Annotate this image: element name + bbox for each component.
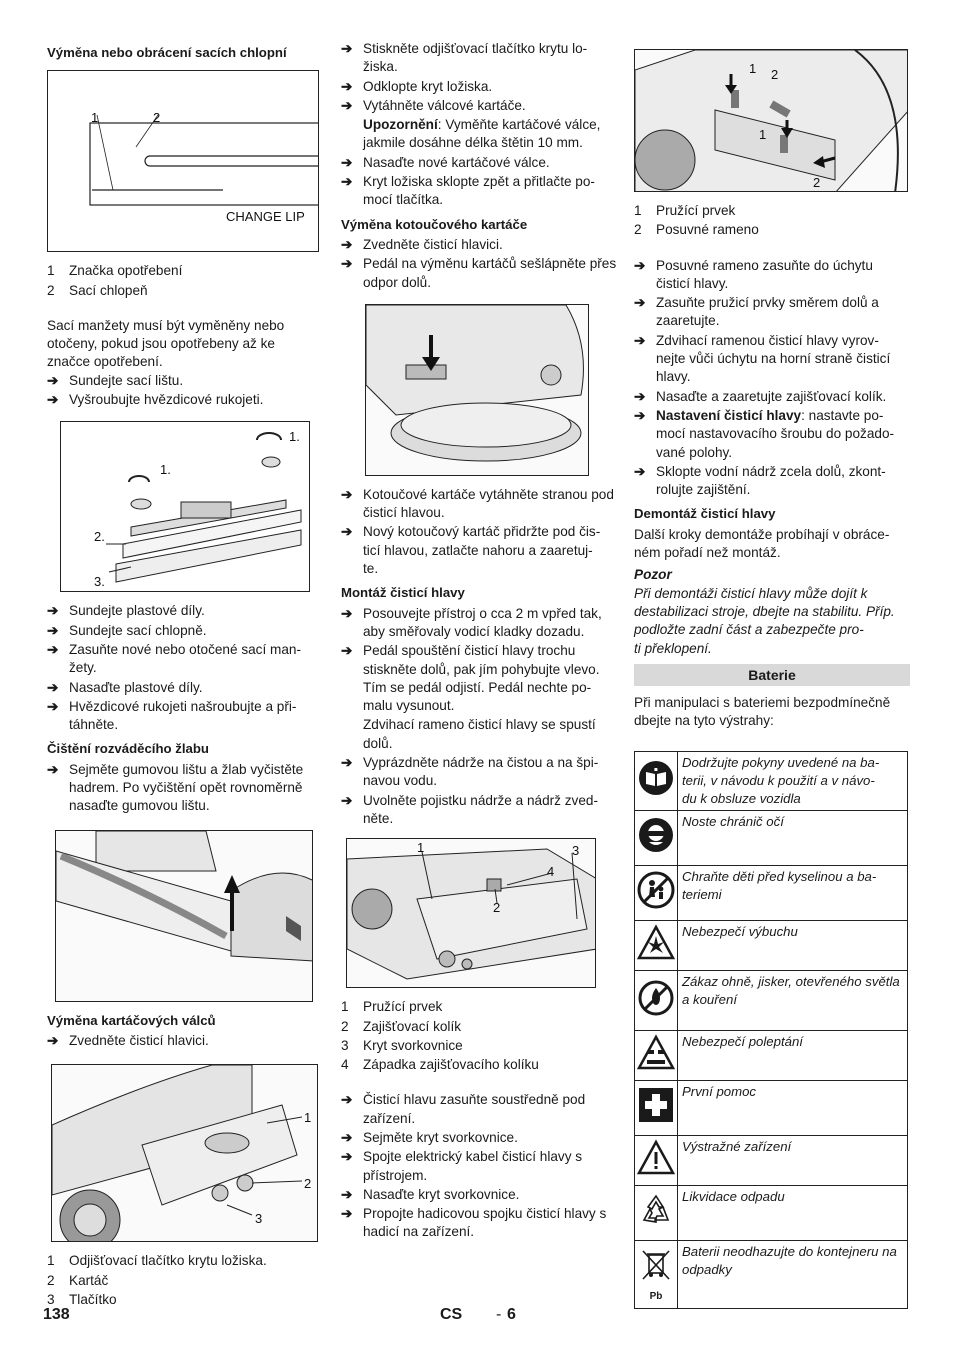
warning-text: Nebezpečí poleptání xyxy=(678,1030,908,1080)
legend-item: 1 Pružící prvek xyxy=(634,203,736,218)
warning-row xyxy=(635,751,908,810)
legend-item: 1 Odjišťovací tlačítko krytu ložiska. xyxy=(47,1253,267,1269)
pb-label: Pb xyxy=(649,1290,663,1302)
fig4-callout-3: 3 xyxy=(255,1211,263,1227)
heading-disc: Výměna kotoučového kartáče xyxy=(341,216,528,232)
fig2-callout-1b: 1. xyxy=(160,462,171,478)
warning-text: První pomoc xyxy=(678,1080,908,1135)
column-2 xyxy=(341,40,617,1243)
fig7-callout-1a: 1 xyxy=(749,61,757,76)
warning-row xyxy=(635,865,908,920)
paragraph-suction: Sací manžety musí být vyměněny nebo otočeny, pokud jsou opotřebeny až ke značce opotřebení. xyxy=(47,317,285,370)
warning-text: Dodržujte pokyny uvedené na ba- terii, v návodu k použití a v návo- du k obsluze vozidla xyxy=(678,751,908,810)
fig6-callout-2: 2 xyxy=(493,900,501,916)
step-adjust: ➔ Nastavení čisticí hlavy: nastavte po- mocí nastavovacího šroubu do požado- vané polohy. xyxy=(634,407,895,460)
step-item: ➔ Zasuňte pružicí prvky směrem dolů a zaaretujte. xyxy=(634,295,879,329)
warning-row xyxy=(635,1030,908,1080)
warning-row xyxy=(635,1080,908,1135)
fig6-callout-4: 4 xyxy=(547,864,555,880)
fig7-callout-1b: 1 xyxy=(759,127,767,142)
figure-trough xyxy=(55,830,313,1002)
figure-trough-drawing xyxy=(56,831,313,1002)
step-item: ➔ Zasuňte nové nebo otočené sací man- žety. xyxy=(47,641,301,676)
step-item: ➔ Nový kotoučový kartáč přidržte pod čis- ticí hlavou, zatlačte nahoru a zaaretuj- te. xyxy=(341,524,601,577)
recycle-icon xyxy=(635,1185,678,1240)
paragraph-dismount: Další kroky demontáže probíhají v obráce- ném pořadí než montáž. xyxy=(634,526,890,561)
fig1-callout-2: 2 xyxy=(153,110,161,126)
battery-warnings-table xyxy=(634,751,908,1309)
step-item: ➔ Spojte elektrický kabel čisticí hlavy s přístrojem. xyxy=(341,1149,583,1183)
figure-change-lip xyxy=(47,70,319,252)
warning-row xyxy=(635,1185,908,1240)
warning-text: Výstražné zařízení xyxy=(678,1135,908,1185)
figure-suction-bar-drawing xyxy=(61,422,310,592)
language-code: CS xyxy=(440,1306,463,1323)
legend-item: 2 Posuvné rameno xyxy=(634,222,759,238)
step-item: ➔ Sundejte sací lištu. xyxy=(47,372,184,388)
step-item: ➔ Odklopte kryt ložiska. xyxy=(341,78,493,94)
step-item: ➔ Vyšroubujte hvězdicové rukojeti. xyxy=(47,392,264,408)
step-item: ➔ Nasaďte plastové díly. xyxy=(47,679,203,695)
step-item: ➔ Kryt ložiska sklopte zpět a přitlačte po- mocí tlačítka. xyxy=(341,174,595,208)
legend-item: 3 Tlačítko xyxy=(47,1291,117,1307)
fig4-callout-1: 1 xyxy=(304,1110,312,1126)
figure-disc-brush-drawing xyxy=(366,305,589,476)
step-item: ➔ Posouvejte přístroj o cca 2 m vpřed tak, aby směřovaly vodicí kladky dozadu. xyxy=(341,605,602,639)
step-item: ➔ Posuvné rameno zasuňte do úchytu čisticí hlavy. xyxy=(634,257,873,291)
warning-text: Baterii neodhazujte do kontejneru na odpadky xyxy=(678,1240,908,1308)
fig1-callout-1: 1 xyxy=(91,110,99,126)
step-item: ➔ Sundejte plastové díly. xyxy=(47,603,205,619)
note-roller: Upozornění: Vyměňte kartáčové válce, jakmile dosáhne délka štětin 10 mm. xyxy=(363,117,601,151)
footer-separator: - xyxy=(496,1306,502,1323)
step-item: ➔ Sundejte sací chlopně. xyxy=(47,622,207,638)
fig2-callout-2: 2. xyxy=(94,529,105,545)
caution-text: Při demontáži čisticí hlavy může dojít k destabilizaci stroje, dbejte na stabilitu. Příp. podložte zadní část a zabezpečte pro- ti překlopení. xyxy=(634,585,895,656)
heading-mount: Montáž čisticí hlavy xyxy=(341,585,465,601)
warning-text: Likvidace odpadu xyxy=(678,1185,908,1240)
explosion-icon xyxy=(635,920,678,970)
legend-item: 4 Západka zajišťovacího kolíku xyxy=(341,1057,539,1073)
step-item: ➔ Nasaďte nové kartáčové válce. xyxy=(341,154,550,170)
step-item: ➔ Sejměte gumovou lištu a žlab vyčistěte hadrem. Po vyčištění opět rovnoměrně nasaďte gumovou lištu. xyxy=(47,761,304,814)
fig7-callout-2b: 2 xyxy=(813,175,821,190)
no-fire-icon xyxy=(635,970,678,1030)
legend-item: 1 Značka opotřebení xyxy=(47,263,183,279)
corrosive-icon xyxy=(635,1030,678,1080)
step-item: ➔ Čisticí hlavu zasuňte soustředně pod zařízení. xyxy=(341,1092,586,1126)
figure-roller-drawing xyxy=(52,1065,318,1242)
step-item: ➔ Uvolněte pojistku nádrže a nádrž zved- něte. xyxy=(341,792,598,826)
heading-dismount: Demontáž čisticí hlavy xyxy=(634,506,776,522)
fig2-callout-3: 3. xyxy=(94,574,105,590)
fig6-callout-1: 1 xyxy=(417,840,425,856)
fig4-callout-2: 2 xyxy=(304,1176,312,1192)
step-item: ➔ Zvedněte čisticí hlavici. xyxy=(341,236,503,252)
step-item: ➔ Hvězdicové rukojeti našroubujte a při- táhněte. xyxy=(47,698,297,733)
heading-roller: Výměna kartáčových válců xyxy=(47,1012,216,1028)
step-item: ➔ Zvedněte čisticí hlavici. xyxy=(47,1032,209,1048)
no-bin-icon xyxy=(635,1240,678,1308)
paragraph-battery: Při manipulaci s bateriemi bezpodmínečně dbejte na tyto výstrahy: xyxy=(634,695,891,729)
step-item: ➔ Propojte hadicovou spojku čisticí hlavy s hadicí na zařízení. xyxy=(341,1206,607,1240)
step-item: ➔ Kotoučové kartáče vytáhněte stranou pod čisticí hlavou. xyxy=(341,486,614,521)
legend-item: 2 Sací chlopeň xyxy=(47,282,148,298)
figure-spring-element xyxy=(634,49,908,192)
figure-roller xyxy=(51,1064,318,1242)
step-item: ➔ Pedál spouštění čisticí hlavy trochu stiskněte dolů, pak jím pohybujte vlevo. Tím se pedál odjistí. Pedál nechte po- malu vysunout. xyxy=(341,643,600,714)
step-item: ➔ Vyprázdněte nádrže na čistou a na špi- navou vodu. xyxy=(341,755,599,789)
step-item: ➔ Nasaďte kryt svorkovnice. xyxy=(341,1186,520,1202)
page-number: 138 xyxy=(43,1306,70,1323)
warning-text: Nebezpečí výbuchu xyxy=(678,920,908,970)
figure-suction-bar xyxy=(60,421,310,592)
step-item: ➔ Nasaďte a zaaretujte zajišťovací kolík. xyxy=(634,388,887,404)
warning-row xyxy=(635,970,908,1030)
manual-icon xyxy=(635,751,678,810)
warning-row xyxy=(635,920,908,970)
first-aid-icon xyxy=(635,1080,678,1135)
fig7-callout-2a: 2 xyxy=(771,67,779,82)
step-item: ➔ Pedál na výměnu kartáčů sešlápněte přes odpor dolů. xyxy=(341,256,617,290)
figure-mount-head xyxy=(346,838,596,988)
legend-item: 1 Pružící prvek xyxy=(341,999,443,1015)
children-icon xyxy=(635,865,678,920)
legend-item: 2 Zajišťovací kolík xyxy=(341,1018,462,1034)
fig1-change-lip-label: CHANGE LIP xyxy=(226,209,305,225)
heading-trough: Čištění rozváděcího žlabu xyxy=(47,741,209,757)
warning-text: Noste chránič očí xyxy=(678,810,908,865)
column-3 xyxy=(634,40,910,1309)
step-item: ➔ Stiskněte odjišťovací tlačítko krytu lo- žiska. xyxy=(341,41,588,75)
step-item: ➔ Vytáhněte válcové kartáče. xyxy=(341,97,526,113)
fig6-callout-3: 3 xyxy=(572,843,580,859)
section-number: 6 xyxy=(507,1306,516,1323)
goggles-icon xyxy=(635,810,678,865)
figure-mount-head-drawing xyxy=(347,839,596,988)
step-item: ➔ Sejměte kryt svorkovnice. xyxy=(341,1129,518,1145)
heading-suction-lip: Výměna nebo obrácení sacích chlopní xyxy=(47,45,287,60)
step-item: ➔ Zdvihací ramenou čisticí hlavy vyrov- nejte vůči úchytu na horní straně čisticí hlavy. xyxy=(634,332,891,385)
legend-item: 2 Kartáč xyxy=(47,1272,109,1288)
figure-disc-brush xyxy=(365,304,589,476)
warning-text: Zákaz ohně, jisker, otevřeného světla a kouření xyxy=(678,970,908,1030)
legend-item: 3 Kryt svorkovnice xyxy=(341,1037,463,1053)
column-1 xyxy=(47,40,319,1310)
warning-text: Chraňte děti před kyselinou a ba- teriemi xyxy=(678,865,908,920)
note-mount: Zdvihací rameno čisticí hlavy se spustí dolů. xyxy=(363,717,596,751)
warning-row xyxy=(635,1240,908,1308)
warning-icon xyxy=(635,1135,678,1185)
fig2-callout-1a: 1. xyxy=(289,429,300,445)
section-battery: Baterie xyxy=(634,664,910,686)
step-item: ➔ Sklopte vodní nádrž zcela dolů, zkont- rolujte zajištění. xyxy=(634,463,886,498)
warning-row xyxy=(635,810,908,865)
warning-row xyxy=(635,1135,908,1185)
caution-title: Pozor xyxy=(634,567,672,583)
